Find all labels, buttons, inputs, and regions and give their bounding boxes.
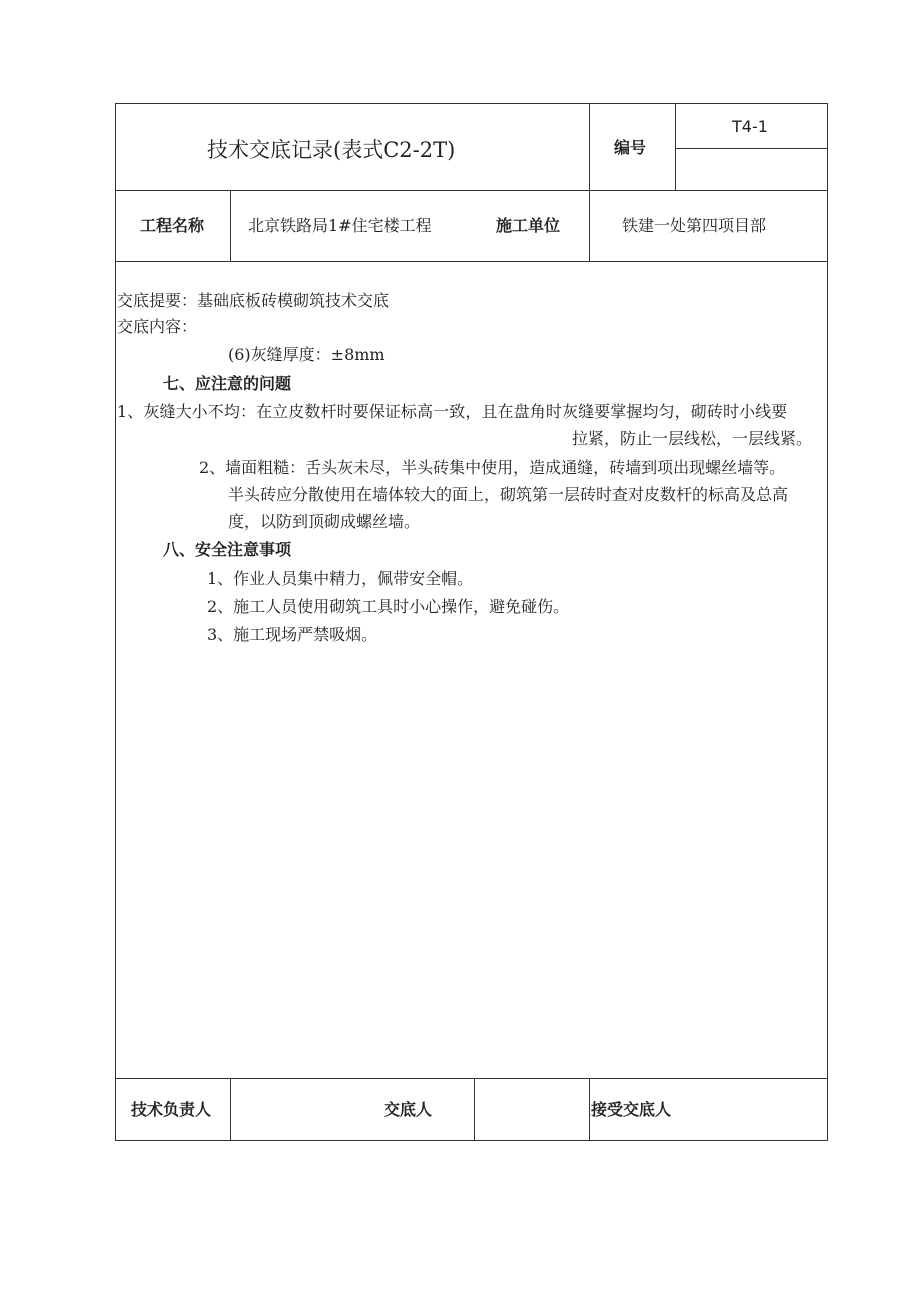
section-8-item-3: 3、施工现场严禁吸烟。 [207,625,378,644]
receiver-label: 接受交底人 [591,1100,672,1119]
section-8-item-2: 2、施工人员使用砌筑工具时小心操作，避免碰伤。 [207,597,570,616]
number-label: 编号 [614,138,647,157]
footer-col-divider-1 [230,1078,231,1141]
header-col-divider-1 [589,103,590,262]
footer-col-divider-2 [474,1078,475,1141]
section-7-paragraph-2-line-3: 度，以防到顶砌成螺丝墙。 [228,512,421,531]
footer-col-divider-3 [589,1078,590,1141]
construction-unit-value: 铁建一处第四项目部 [622,216,767,235]
number-cell-divider [675,148,828,149]
content-label: 交底内容： [117,317,198,336]
table-border-bottom [115,1140,828,1141]
section-7-paragraph-1-line-1: 1、灰缝大小不均：在立皮数杆时要保证标高一致，且在盘角时灰缝要掌握均匀，砌砖时小线要 [117,402,788,421]
table-border-right [827,103,828,1141]
summary-line: 交底提要：基础底板砖模砌筑技术交底 [117,291,390,310]
section-7-paragraph-2-line-1: 2、墙面粗糙：舌头灰未尽，半头砖集中使用，造成通缝，砖墙到项出现螺丝墙等。 [199,458,786,477]
project-name-label: 工程名称 [140,216,205,235]
content-divider [115,1078,828,1079]
section-7-paragraph-1-line-2: 拉紧，防止一层线松，一层线紧。 [572,429,813,448]
info-col-divider-1 [230,190,231,262]
section-7-paragraph-2-line-2: 半头砖应分散使用在墙体较大的面上，砌筑第一层砖时查对皮数杆的标高及总高 [228,485,789,504]
header-col-divider-2 [675,103,676,191]
document-title: 技术交底记录(表式C2-2T) [207,138,456,162]
construction-unit-label: 施工单位 [496,216,561,235]
section-8-title: 八、安全注意事项 [163,540,292,559]
project-name-value: 北京铁路局1#住宅楼工程 [248,216,432,235]
section-8-item-1: 1、作业人员集中精力，佩带安全帽。 [207,569,474,588]
table-border-top [115,103,828,104]
table-border-left [115,103,116,1141]
presenter-label: 交底人 [384,1100,433,1119]
header-divider [115,190,828,191]
section-7-title: 七、应注意的问题 [163,374,292,393]
tech-lead-label: 技术负责人 [131,1100,212,1119]
info-divider [115,261,828,262]
number-value: T4-1 [732,117,768,136]
item-6-joint-thickness: (6)灰缝厚度：±8mm [228,345,385,364]
